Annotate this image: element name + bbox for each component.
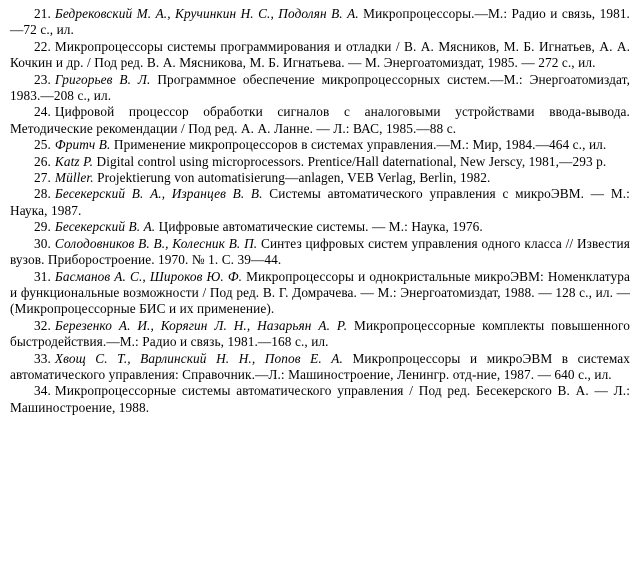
reference-text: Микропроцессоры и однокристальные микроЭВМ: Номенклатура и функциональные возможности / Под ред. В. Г. Домрачева. — М.: Энергоатомиздат, 1988. — 128 с., ил. — (Микропроцессорные БИС и их применение). (10, 268, 630, 317)
reference-number: 30. (34, 235, 51, 251)
reference-item-21 (10, 6, 630, 39)
reference-authors: Березенко А. И., Корягин Л. Н., Назарьян А. Р. (54, 317, 348, 333)
reference-number: 26. (34, 153, 51, 169)
reference-number: 22. (34, 38, 51, 54)
reference-authors: Müller. (54, 170, 94, 186)
reference-item-24 (10, 104, 630, 137)
reference-item-25 (10, 137, 630, 153)
reference-authors: Хвощ С. Т., Варлинский Н. Н., Попов Е. А. (54, 350, 343, 366)
reference-item-22 (10, 39, 630, 72)
reference-text: Микропроцессорные комплекты повышенного быстродействия.—М.: Радио и связь, 1981.—168 с., ил. (10, 317, 630, 350)
reference-number: 28. (34, 186, 51, 202)
reference-item-29 (10, 219, 630, 235)
reference-number: 34. (34, 383, 51, 399)
reference-authors: Бесекерский В. А. (54, 219, 156, 235)
reference-text: Цифровой процессор обработки сигналов с аналоговыми устройствами ввода-вывода. Методические рекомендации / Под ред. А. А. Ланне. — Л.: ВАС, 1985.—88 с. (10, 104, 630, 136)
reference-item-28 (10, 186, 630, 219)
reference-number: 23. (34, 71, 51, 87)
reference-item-26 (10, 154, 630, 170)
reference-number: 31. (34, 268, 51, 284)
reference-authors: Басманов А. С., Широков Ю. Ф. (54, 268, 243, 284)
reference-number: 21. (34, 6, 51, 21)
reference-item-23 (10, 72, 630, 105)
reference-text: Синтез цифровых систем управления одного класса // Известия вузов. Приборостроение. 1970. № 1. С. 39—44. (10, 235, 630, 268)
reference-authors: Бедрековский М. А., Кручинкин Н. С., Подолян В. А. (54, 6, 359, 21)
reference-number: 24. (34, 104, 51, 120)
reference-authors: Бесекерский В. А., Изранцев В. В. (54, 186, 263, 202)
reference-number: 29. (34, 219, 51, 235)
reference-item-32 (10, 318, 630, 351)
reference-text: Микропроцессоры системы программирования и отладки / В. А. Мясников, М. Б. Игнатьев, А. А. Кочкин и др. / Под ред. В. А. Мясникова, М. Б. Игнатьева. — М. Энергоатомиздат, 1985. — 272 с., ил. (10, 38, 630, 71)
reference-text: Digital control using microprocessors. Prentice/Hall daternational, New Jerscy, 1981,—293 p. (96, 153, 607, 169)
reference-number: 27. (34, 170, 51, 186)
reference-text: Микропроцессоры.—М.: Радио и связь, 1981. —72 с., ил. (10, 6, 630, 38)
reference-text: Микропроцессорные системы автоматического управления / Под ред. Бесекерского В. А. — Л.: Машиностроение, 1988. (10, 383, 630, 415)
reference-item-34 (10, 383, 630, 416)
reference-text: Программное обеспечение микропроцессорных систем.—М.: Энергоатомиздат, 1983.—208 с., ил. (10, 71, 630, 104)
reference-authors: Katz P. (54, 153, 94, 169)
reference-number: 32. (34, 317, 51, 333)
reference-item-33 (10, 351, 630, 384)
reference-text: Projektierung von automatisierung—anlagen, VEB Verlag, Berlin, 1982. (97, 170, 491, 186)
reference-text: Цифровые автоматические системы. — М.: Наука, 1976. (158, 219, 483, 235)
reference-item-31 (10, 269, 630, 318)
reference-text: Микропроцессоры и микроЭВМ в системах автоматического управления: Справочник.—Л.: Машиностроение, Ленингр. отд-ние, 1987. — 640 с., ил. (10, 350, 630, 382)
reference-number: 25. (34, 137, 51, 153)
reference-authors: Солодовников В. В., Колесник В. П. (54, 235, 258, 251)
reference-item-27 (10, 170, 630, 186)
reference-item-30 (10, 236, 630, 269)
reference-text: Системы автоматического управления с микроЭВМ. — М.: Наука, 1987. (10, 186, 630, 218)
reference-text: Применение микропроцессоров в системах управления.—М.: Мир, 1984.—464 с., ил. (113, 137, 607, 153)
reference-authors: Фритч В. (54, 137, 111, 153)
reference-authors: Григорьев В. Л. (54, 71, 151, 87)
reference-number: 33. (34, 350, 51, 366)
